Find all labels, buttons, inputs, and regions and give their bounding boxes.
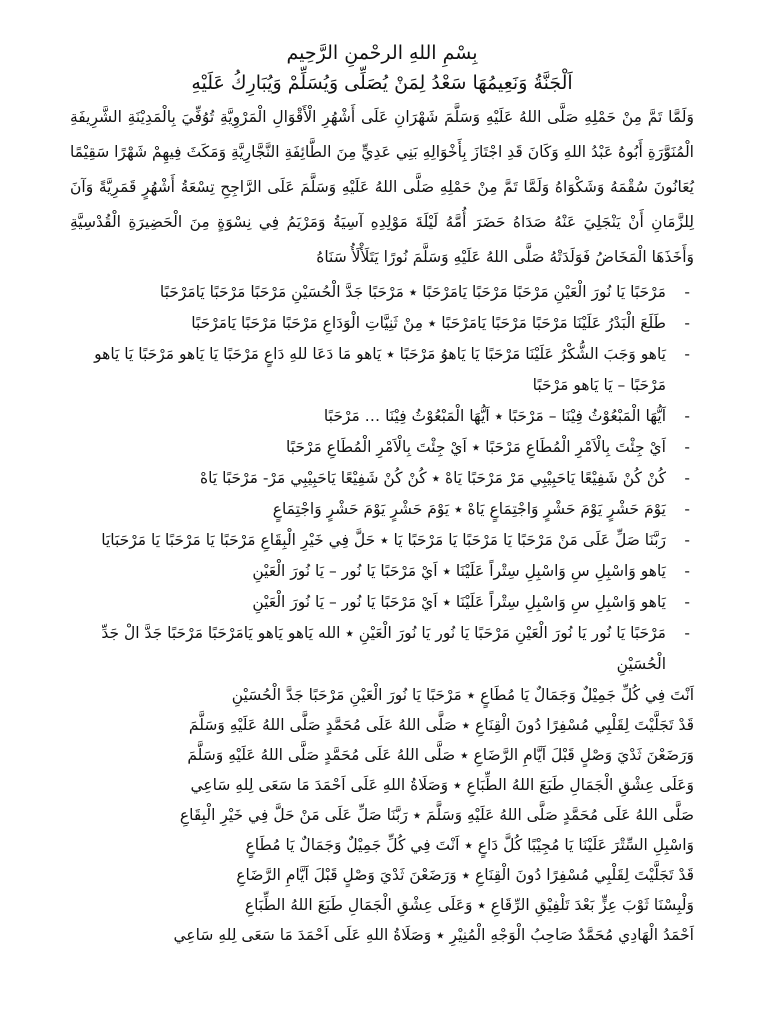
list-item bbox=[70, 401, 694, 432]
list-item bbox=[70, 308, 694, 339]
list-item bbox=[70, 618, 694, 680]
intro-paragraph: وَلَمَّا تَمَّ مِنْ حَمْلِهِ صَلَّى اللهُ عَلَيْهِ وَسَلَّمَ شَهْرَانِ عَلَى أَشْهُرِ الْأَقْوَالِ الْمَرْوِيَّةِ تُوُفِّيَ بِالْمَدِيْنَةِ الشَّرِيفَةِ الْمُنَوَّرَةِ أَبُوهُ عَبْدُ اللهِ وَكَانَ قَدِ اجْتَازَ بِأَخْوَالِهِ بَنِي عَدِيٍّ مِنَ الطَّائِفَةِ النَّجَّارِيَّةِ وَمَكَثَ فِيهِمْ شَهْرًا سَقِيْمًا يُعَانُونَ سُقْمَهُ وَشَكْوَاهُ وَلَمَّا تَمَّ مِنْ حَمْلِهِ صَلَّى اللهُ عَلَيْهِ وَسَلَّمَ عَلَى الرَّاجِحِ تِسْعَةُ أَشْهُرٍ قَمَرِيَّةً وَآنَ لِلزَّمَانِ أَنْ يَنْجَلِيَ عَنْهُ صَدَاهُ حَضَرَ أُمَّهُ لَيْلَةَ مَوْلِدِهِ آسِيَةُ وَمَرْيَمُ فِي نِسْوَةٍ مِنَ الْحَضِيرَةِ الْقُدْسِيَّةِ وَأَخَذَهَا الْمَخَاضُ فَوَلَدَتْهُ صَلَّى اللهُ عَلَيْهِ وَسَلَّمَ نُورًا يَتَلَأْلَأُ سَنَاهُ bbox=[70, 108, 694, 266]
list-item-text: يَاهو وَاسْبِلِ سِ وَاسْبِلِ سِتْراً عَلَيْنَا ٭ اَيْ مَرْحَبًا يَا نُور – يَا نُورَ الْعَيْنِ bbox=[252, 562, 666, 580]
list-item bbox=[70, 339, 694, 401]
dash-marker: - bbox=[684, 345, 690, 363]
list-item bbox=[70, 494, 694, 525]
basmala-title: بِسْمِ اللهِ الرحْمنِ الرَّحِيم bbox=[286, 42, 478, 64]
dash-marker: - bbox=[684, 593, 690, 611]
list-item-text: رَبَّنَا صَلِّ عَلَى مَنْ مَرْحَبًا يَا مَرْحَبًا يَا مَرْحَبًا يَا ٭ حَلَّ فِي خَيْرِ الْبِقَاعِ مَرْحَبًا يَا مَرْحَبًا يَا مَرْحَبَايَا bbox=[101, 531, 666, 549]
dash-marker: - bbox=[684, 624, 690, 642]
list-item-text: كُنْ كُنْ شَفِيْعًا يَاحَبِيْبِي مَرْ مَرْحَبًا يَاهْ ٭ كُنْ كُنْ شَفِيْعًا يَاحَبِيْبِي مَرْ- مَرْحَبًا يَاهْ bbox=[200, 469, 666, 487]
qasida-list bbox=[70, 277, 694, 680]
list-item-text: مَرْحَبًا يَا نُورَ الْعَيْنِ مَرْحَبًا مَرْحَبًا يَامَرْحَبًا ٭ مَرْحَبًا جَدَّ الْحُسَيْنِ مَرْحَبًا مَرْحَبًا يَامَرْحَبًا bbox=[159, 283, 666, 301]
verse-line: وَعَلَى عِشْقِ الْجَمَالِ طَبَعَ اللهُ الطِّبَاعِ ٭ وَصَلَاةُ اللهِ عَلَى اَحْمَدَ مَا سَعَى لِلهِ سَاعِي bbox=[190, 776, 694, 794]
list-item-text: يَاهو وَاسْبِلِ سِ وَاسْبِلِ سِتْراً عَلَيْنَا ٭ اَيْ مَرْحَبًا يَا نُور – يَا نُورَ الْعَيْنِ bbox=[252, 593, 666, 611]
list-item bbox=[70, 277, 694, 308]
list-item bbox=[70, 432, 694, 463]
dash-marker: - bbox=[684, 469, 690, 487]
dash-marker: - bbox=[684, 531, 690, 549]
list-item bbox=[70, 587, 694, 618]
dash-marker: - bbox=[684, 283, 690, 301]
list-item-text: طَلَعَ الْبَدْرُ عَلَيْنَا مَرْحَبًا مَرْحَبًا يَامَرْحَبًا ٭ مِنْ ثَنِيَّاتِ الْوَدَاعِ مَرْحَبًا مَرْحَبًا يَامَرْحَبًا bbox=[191, 314, 666, 332]
verse-line: قَدْ تَجَلَّيْتَ لِقَلْبِي مُسْفِرًا دُونَ الْقِنَاعِ ٭ صَلَّى اللهُ عَلَى مُحَمَّدٍ صَلَّى اللهُ عَلَيْهِ وَسَلَّمَ bbox=[188, 716, 694, 734]
list-item bbox=[70, 463, 694, 494]
subtitle: اَلْجَنَّةُ وَنَعِيمُهَا سَعْدُ لِمَنْ يُصَلِّى وَيُسَلِّمْ وَيُبَارِكُ عَلَيْهِ bbox=[191, 72, 573, 94]
verse-line: اَحْمَدُ الْهَادِي مُحَمَّدٌ صَاحِبُ الْوَجْهِ الْمُنِيْرِ ٭ وَصَلَاةُ اللهِ عَلَى اَحْمَدَ مَا سَعَى لِلهِ سَاعِي bbox=[173, 926, 694, 944]
list-item bbox=[70, 556, 694, 587]
list-item-text: مَرْحَبًا يَا نُور يَا نُورَ الْعَيْنِ مَرْحَبًا يَا نُور يَا نُورَ الْعَيْنِ ٭ الله يَاهو يَاهو يَامَرْحَبًا مَرْحَبًا جَدَّ الْ جَدِّ الْحُسَيْنِ bbox=[101, 624, 666, 673]
list-item bbox=[70, 525, 694, 556]
verse-line: وَرَضَعْنَ ثَدْيَ وَصْلٍ قَبْلَ اَيَّامِ الرَّضَاعِ ٭ صَلَّى اللهُ عَلَى مُحَمَّدٍ صَلَّى اللهُ عَلَيْهِ وَسَلَّمَ bbox=[187, 746, 694, 764]
dash-marker: - bbox=[684, 407, 690, 425]
verse-line: قَدْ تَجَلَّيْتَ لِقَلْبِي مُسْفِرًا دُونَ الْقِنَاعِ ٭ وَرَضَعْنَ ثَدْيَ وَصْلٍ قَبْلَ اَيَّامِ الرَّضَاعِ bbox=[236, 866, 694, 884]
dash-marker: - bbox=[684, 438, 690, 456]
dash-marker: - bbox=[684, 314, 690, 332]
dash-marker: - bbox=[684, 500, 690, 518]
list-item-text: يَوْمَ حَشْرٍ يَوْمَ حَشْرٍ وَاجْتِمَاعٍ يَاهْ ٭ يَوْمَ حَشْرٍ يَوْمَ حَشْرٍ وَاجْتِمَاعٍ bbox=[272, 500, 666, 518]
verse-line: وَلْبِسْنَا ثَوْبَ عِزٍّ بَعْدَ تَلْفِيْقِ الرِّقَاعِ ٭ وَعَلَى عِشْقِ الْجَمَالِ طَبَعَ اللهُ الطِّبَاعِ bbox=[244, 896, 694, 914]
verses-block bbox=[70, 680, 694, 950]
list-item-text: يَاهو وَجَبَ الشُّكْرُ عَلَيْنَا مَرْحَبًا يَا يَاهوُ مَرْحَبًا ٭ يَاهو مَا دَعَا للهِ دَاعٍ مَرْحَبًا يَا يَاهو مَرْحَبًا يَا يَاهو مَرْحَبًا – يَا يَاهو مَرْحَبًا bbox=[94, 345, 666, 394]
verse-line: وَاسْبِلِ السِّتْرَ عَلَيْنَا يَا مُجِيْبًا كُلَّ دَاعٍ ٭ اَنْتَ فِي كُلِّ جَمِيْلٌ وَجَمَالٌ يَا مُطَاعٍ bbox=[245, 836, 694, 854]
verse-line: صَلَّى اللهُ عَلَى مُحَمَّدٍ صَلَّى اللهُ عَلَيْهِ وَسَلَّمَ ٭ رَبَّنَا صَلِّ عَلَى مَنْ حَلَّ فِي خَيْرِ الْبِقَاعِ bbox=[179, 806, 694, 824]
list-item-text: اَيْ جِئْتَ بِالْاَمْرِ الْمُطَاعِ مَرْحَبًا ٭ اَيْ جِئْتَ بِالْاَمْرِ الْمُطَاعِ مَرْحَبًا bbox=[285, 438, 666, 456]
list-item-text: اَيُّهَا الْمَبْعُوْثُ فِيْنَا – مَرْحَبًا ٭ اَيُّهَا الْمَبْعُوْثُ فِيْنَا … مَرْحَبًا bbox=[323, 407, 666, 425]
dash-marker: - bbox=[684, 562, 690, 580]
verse-line: اَنْتَ فِي كُلِّ جَمِيْلٌ وَجَمَالٌ يَا مُطَاعٍ ٭ مَرْحَبًا يَا نُورَ الْعَيْنِ مَرْحَبًا جَدَّ الْحُسَيْنِ bbox=[231, 686, 694, 704]
